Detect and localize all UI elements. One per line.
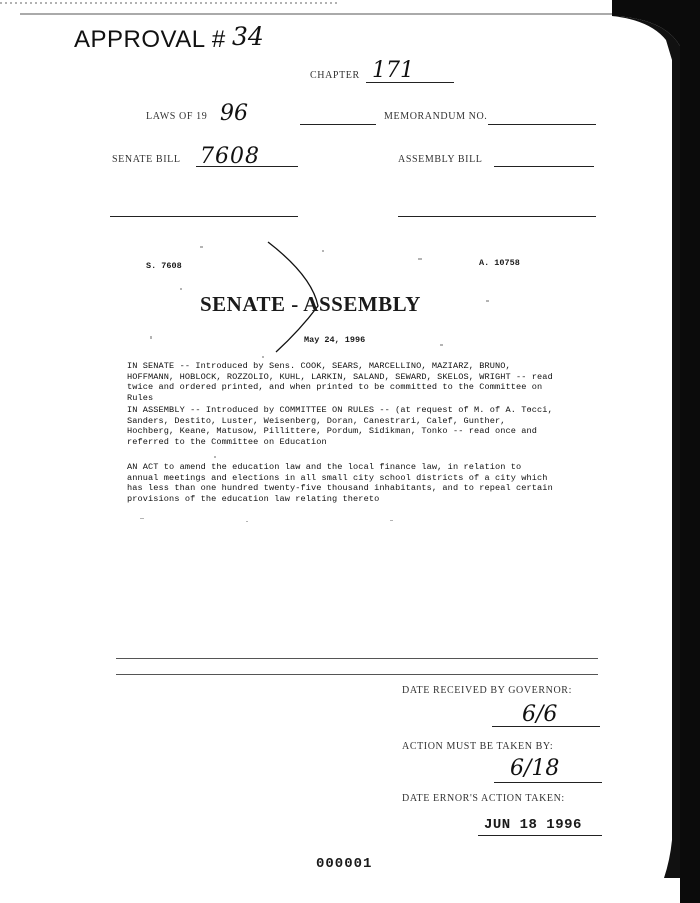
date-received-label: DATE RECEIVED BY GOVERNOR: [402, 685, 572, 696]
approval-label: APPROVAL # [74, 26, 226, 53]
chapter-label: CHAPTER [310, 70, 360, 81]
assembly-bill-label: ASSEMBLY BILL [398, 154, 483, 165]
action-must-value: 6/18 [510, 756, 560, 781]
bill-date: May 24, 1996 [304, 335, 366, 345]
laws-year: 96 [220, 101, 248, 126]
date-action-label: DATE ERNOR'S ACTION TAKEN: [402, 793, 565, 804]
separator-1 [116, 658, 598, 659]
date-action-line [478, 835, 602, 836]
action-must-label: ACTION MUST BE TAKEN BY: [402, 741, 554, 752]
approval-number: 34 [232, 22, 264, 51]
bill-title: SENATE - ASSEMBLY [200, 292, 421, 316]
date-received-line [492, 726, 600, 727]
act-description: AN ACT to amend the education law and the local finance law, in relation to annual meetings and elections in all small city school districts of a city which has less than one hundred twenty-five thousand inhabitants, and to repeal certain provisions of the education law relating thereto [127, 462, 553, 504]
assembly-introduction: IN ASSEMBLY -- Introduced by COMMITTEE ON RULES -- (at request of M. of A. Tocci, Sanders, Destito, Luster, Weisenberg, Doran, Canestrari, Calef, Gunther, Hochberg, Keane, Matusow, Pillittere, Pordum, Sidikman, Tonko -- read once and referred to the Committee on Education [127, 405, 553, 447]
page-code: 000001 [316, 856, 373, 872]
senate-print-number: S. 7608 [146, 261, 182, 271]
senate-introduction: IN SENATE -- Introduced by Sens. COOK, SEARS, MARCELLINO, MAZIARZ, BRUNO, HOFFMANN, HOBLOCK, ROZZOLIO, KUHL, LARKIN, SALAND, SEWARD, SKELOS, WRIGHT -- read twice and ordered printed, and when printed to be committed to the Committee on Rules [127, 361, 553, 403]
senate-bill-number: 7608 [200, 144, 260, 169]
laws-label: LAWS OF 19 [146, 111, 208, 122]
separator-2 [116, 674, 598, 675]
date-received-value: 6/6 [522, 702, 558, 727]
action-must-line [494, 782, 602, 783]
date-action-stamp: JUN 18 1996 [484, 817, 582, 833]
senate-bill-label: SENATE BILL [112, 154, 181, 165]
memo-label: MEMORANDUM NO. [384, 111, 488, 122]
assembly-print-number: A. 10758 [479, 258, 520, 268]
chapter-number: 171 [372, 58, 414, 83]
